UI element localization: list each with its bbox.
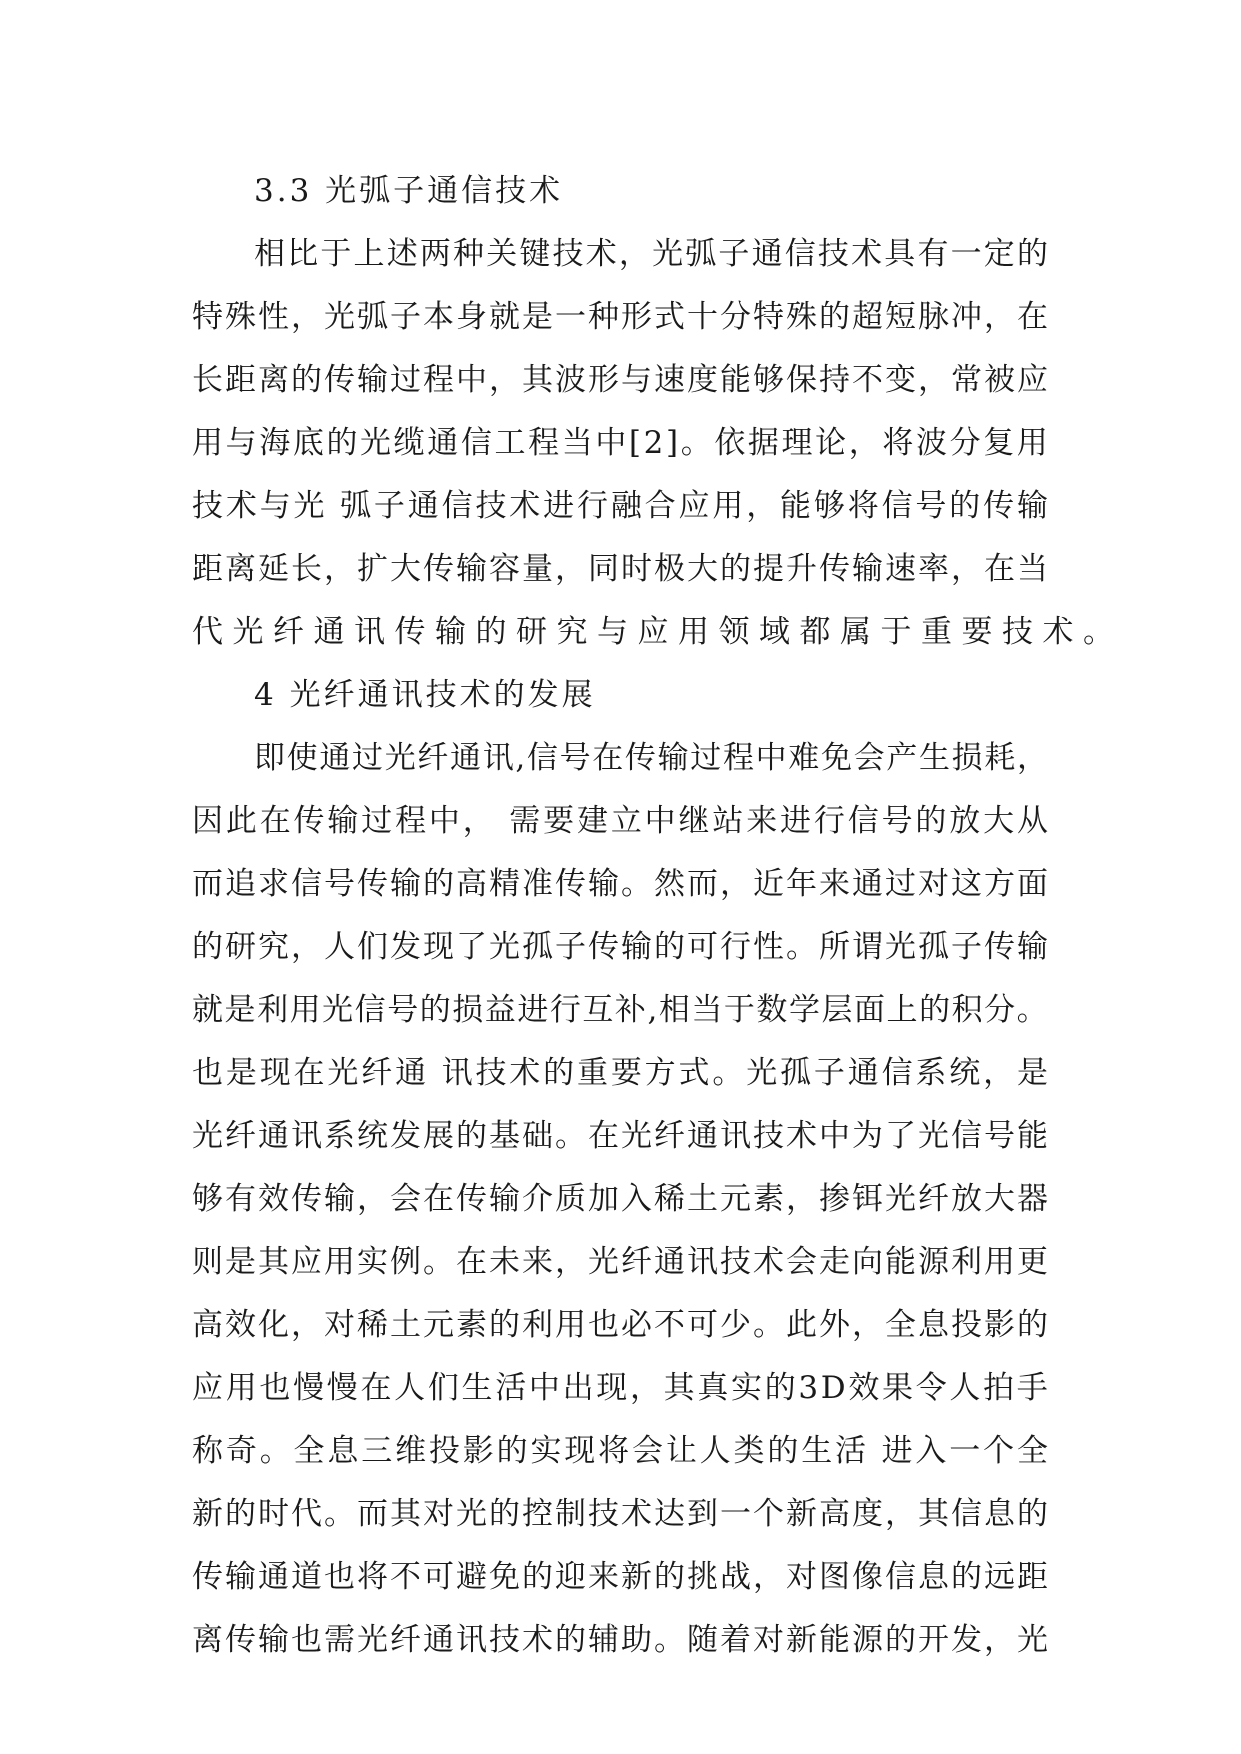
paragraph-line: 则 是 其 应 用 实 例 。 在 未 来 ， 光 纤 通 讯 技 术 会 走 向 能 源 利 用 更 — [192, 1244, 1048, 1280]
paragraph-line: 够 有 效 传 输 ， 会 在 传 输 介 质 加 入 稀 土 元 素 ， 掺 铒 光 纤 放 大 器 — [192, 1181, 1048, 1217]
paragraph-line: 即 使 通 过 光 纤 通 讯 , 信 号 在 传 输 过 程 中 难 免 会 产 生 损 耗 ， — [254, 740, 1048, 776]
paragraph-line: 特 殊 性 ， 光 弧 子 本 身 就 是 一 种 形 式 十 分 特 殊 的 超 短 脉 冲 ， 在 — [192, 299, 1048, 335]
section-heading: 3.3 光弧子通信技术 — [254, 173, 564, 209]
paragraph-line: 新 的 时 代 。 而 其 对 光 的 控 制 技 术 达 到 一 个 新 高 度 ， 其 信 息 的 — [192, 1496, 1048, 1532]
paragraph-line: 因 此 在 传 输 过 程 中 ， 需 要 建 立 中 继 站 来 进 行 信 号 的 放 大 从 — [192, 803, 1048, 839]
paragraph-line: 光 纤 通 讯 系 统 发 展 的 基 础 。 在 光 纤 通 讯 技 术 中 为 了 光 信 号 能 — [192, 1118, 1048, 1154]
section-heading: 4 光纤通讯技术的发展 — [254, 677, 596, 713]
paragraph-line: 高 效 化 ， 对 稀 土 元 素 的 利 用 也 必 不 可 少 。 此 外 ， 全 息 投 影 的 — [192, 1307, 1048, 1343]
paragraph-line: 而 追 求 信 号 传 输 的 高 精 准 传 输 。 然 而 ， 近 年 来 通 过 对 这 方 面 — [192, 866, 1048, 902]
paragraph-line: 长 距 离 的 传 输 过 程 中 ， 其 波 形 与 速 度 能 够 保 持 不 变 ， 常 被 应 — [192, 362, 1048, 398]
paragraph-line: 传 输 通 道 也 将 不 可 避 免 的 迎 来 新 的 挑 战 ， 对 图 像 信 息 的 远 距 — [192, 1559, 1048, 1595]
paragraph-line: 离 传 输 也 需 光 纤 通 讯 技 术 的 辅 助 。 随 着 对 新 能 源 的 开 发 ， 光 — [192, 1622, 1048, 1658]
paragraph-line: 代光纤通讯传输的研究与应用领域都属于重要技术。 — [192, 614, 1124, 650]
paragraph-line: 应 用 也 慢 慢 在 人 们 生 活 中 出 现 ， 其 真 实 的 3 D 效 果 令 人 拍 手 — [192, 1370, 1048, 1406]
paragraph-line: 也 是 现 在 光 纤 通 讯 技 术 的 重 要 方 式 。 光 孤 子 通 信 系 统 ， 是 — [192, 1055, 1048, 1091]
paragraph-line: 就 是 利 用 光 信 号 的 损 益 进 行 互 补 , 相 当 于 数 学 层 面 上 的 积 分 。 — [192, 992, 1048, 1028]
paragraph-line: 距 离 延 长 ， 扩 大 传 输 容 量 ， 同 时 极 大 的 提 升 传 输 速 率 ， 在 当 — [192, 551, 1048, 587]
paragraph-line: 技 术 与 光 弧 子 通 信 技 术 进 行 融 合 应 用 ， 能 够 将 信 号 的 传 输 — [192, 488, 1048, 524]
paragraph-line: 用 与 海 底 的 光 缆 通 信 工 程 当 中 [ 2 ] 。 依 据 理 论 ， 将 波 分 复 用 — [192, 425, 1048, 461]
paragraph-line: 的 研 究 ， 人 们 发 现 了 光 孤 子 传 输 的 可 行 性 。 所 谓 光 孤 子 传 输 — [192, 929, 1048, 965]
document-page — [192, 160, 1124, 1672]
paragraph-line: 称 奇 。 全 息 三 维 投 影 的 实 现 将 会 让 人 类 的 生 活 进 入 一 个 全 — [192, 1433, 1048, 1469]
paragraph-line: 相 比 于 上 述 两 种 关 键 技 术 ， 光 弧 子 通 信 技 术 具 有 一 定 的 — [254, 236, 1048, 272]
